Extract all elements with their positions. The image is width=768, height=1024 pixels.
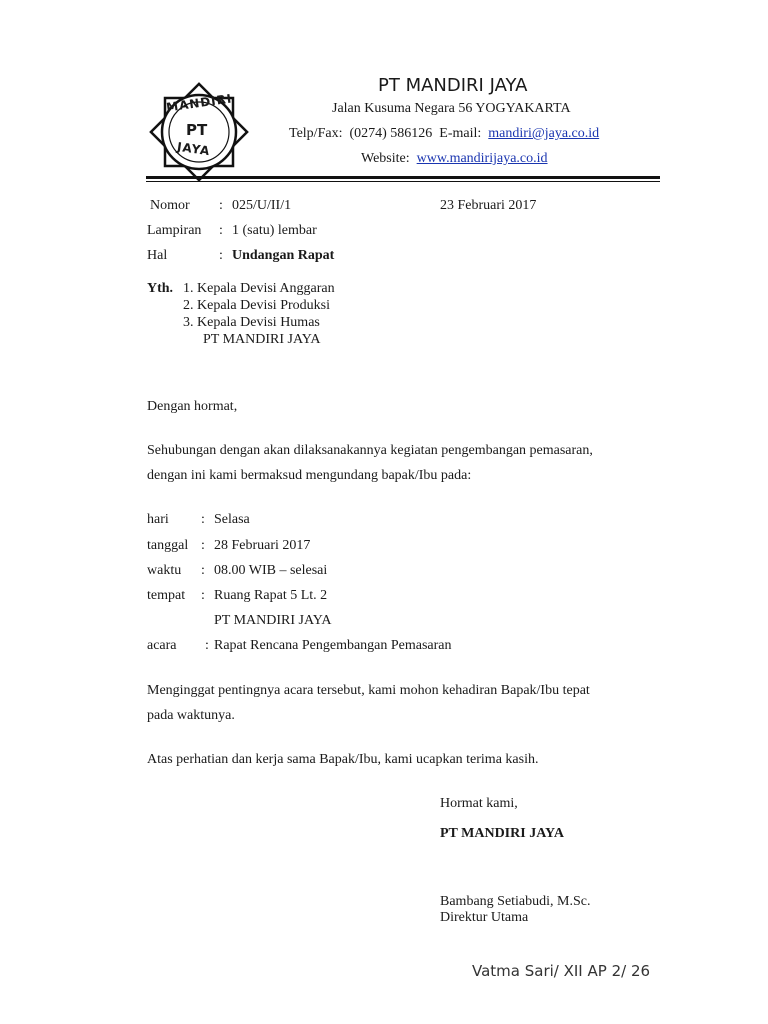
lampiran-colon: : bbox=[219, 223, 223, 238]
detail-value-acara: Rapat Rencana Pengembangan Pemasaran bbox=[214, 638, 452, 653]
detail-colon: : bbox=[201, 588, 205, 603]
recipient-item: 1. Kepala Devisi Anggaran bbox=[183, 281, 335, 296]
nomor-value: 025/U/II/1 bbox=[232, 198, 292, 213]
paragraph-line: Sehubungan dengan akan dilaksanakannya kegiatan pengembangan pemasaran, bbox=[147, 443, 593, 458]
logo-text-mid: PT bbox=[186, 121, 208, 139]
paragraph-line: dengan ini kami bermaksud mengundang bapak/Ibu pada: bbox=[147, 468, 472, 483]
email-label: E-mail: bbox=[439, 126, 482, 141]
detail-value-hari: Selasa bbox=[214, 512, 250, 527]
email-link[interactable]: mandiri@jaya.co.id bbox=[488, 126, 600, 141]
company-name: PT MANDIRI JAYA bbox=[378, 75, 528, 96]
phone-number: (0274) 586126 bbox=[349, 126, 433, 141]
signature-company: PT MANDIRI JAYA bbox=[440, 826, 564, 841]
paragraph-line: pada waktunya. bbox=[147, 708, 235, 723]
signatory-title: Direktur Utama bbox=[440, 910, 529, 925]
lampiran-value: 1 (satu) lembar bbox=[232, 223, 317, 238]
paragraph-line: Menginggat pentingnya acara tersebut, kami mohon kehadiran Bapak/Ibu tepat bbox=[147, 683, 590, 698]
website-label: Website: bbox=[361, 151, 410, 166]
recipient-item: 3. Kepala Devisi Humas bbox=[183, 315, 320, 330]
lampiran-label: Lampiran bbox=[147, 223, 202, 238]
company-address: Jalan Kusuma Negara 56 YOGYAKARTA bbox=[332, 101, 571, 116]
recipients-label: Yth. bbox=[147, 281, 174, 296]
recipient-company: PT MANDIRI JAYA bbox=[203, 332, 321, 347]
nomor-label: Nomor bbox=[150, 198, 190, 213]
detail-colon: : bbox=[201, 563, 205, 578]
greeting: Dengan hormat, bbox=[147, 399, 238, 414]
detail-label-waktu: waktu bbox=[147, 563, 182, 578]
logo-text-top: MANDIRI bbox=[165, 91, 234, 115]
detail-label-hari: hari bbox=[147, 512, 169, 527]
signature-salutation: Hormat kami, bbox=[440, 796, 518, 811]
recipient-item: 2. Kepala Devisi Produksi bbox=[183, 298, 330, 313]
header-rule-thin bbox=[146, 181, 660, 182]
hal-label: Hal bbox=[147, 248, 168, 263]
detail-value-tempat: Ruang Rapat 5 Lt. 2 bbox=[214, 588, 328, 603]
detail-label-tanggal: tanggal bbox=[147, 538, 189, 553]
detail-colon: : bbox=[201, 512, 205, 527]
letter-date: 23 Februari 2017 bbox=[440, 198, 537, 213]
hal-colon: : bbox=[219, 248, 223, 263]
detail-value-tempat2: PT MANDIRI JAYA bbox=[214, 613, 332, 628]
page-footer: Vatma Sari/ XII AP 2/ 26 bbox=[472, 962, 651, 980]
detail-label-acara: acara bbox=[147, 638, 177, 653]
contact-line bbox=[289, 126, 599, 142]
closing-line: Atas perhatian dan kerja sama Bapak/Ibu, kami ucapkan terima kasih. bbox=[147, 752, 539, 767]
detail-label-tempat: tempat bbox=[147, 588, 186, 603]
nomor-colon: : bbox=[219, 198, 223, 213]
detail-colon: : bbox=[205, 638, 209, 653]
header-rule-thick bbox=[146, 176, 660, 179]
website-line bbox=[361, 151, 548, 167]
logo-text-bottom: JAYA bbox=[176, 139, 212, 159]
signatory-name: Bambang Setiabudi, M.Sc. bbox=[440, 894, 591, 909]
hal-value: Undangan Rapat bbox=[232, 248, 335, 263]
website-link[interactable]: www.mandirijaya.co.id bbox=[416, 151, 548, 166]
phone-label: Telp/Fax: bbox=[289, 126, 343, 141]
detail-colon: : bbox=[201, 538, 205, 553]
detail-value-tanggal: 28 Februari 2017 bbox=[214, 538, 311, 553]
detail-value-waktu: 08.00 WIB – selesai bbox=[214, 563, 328, 578]
